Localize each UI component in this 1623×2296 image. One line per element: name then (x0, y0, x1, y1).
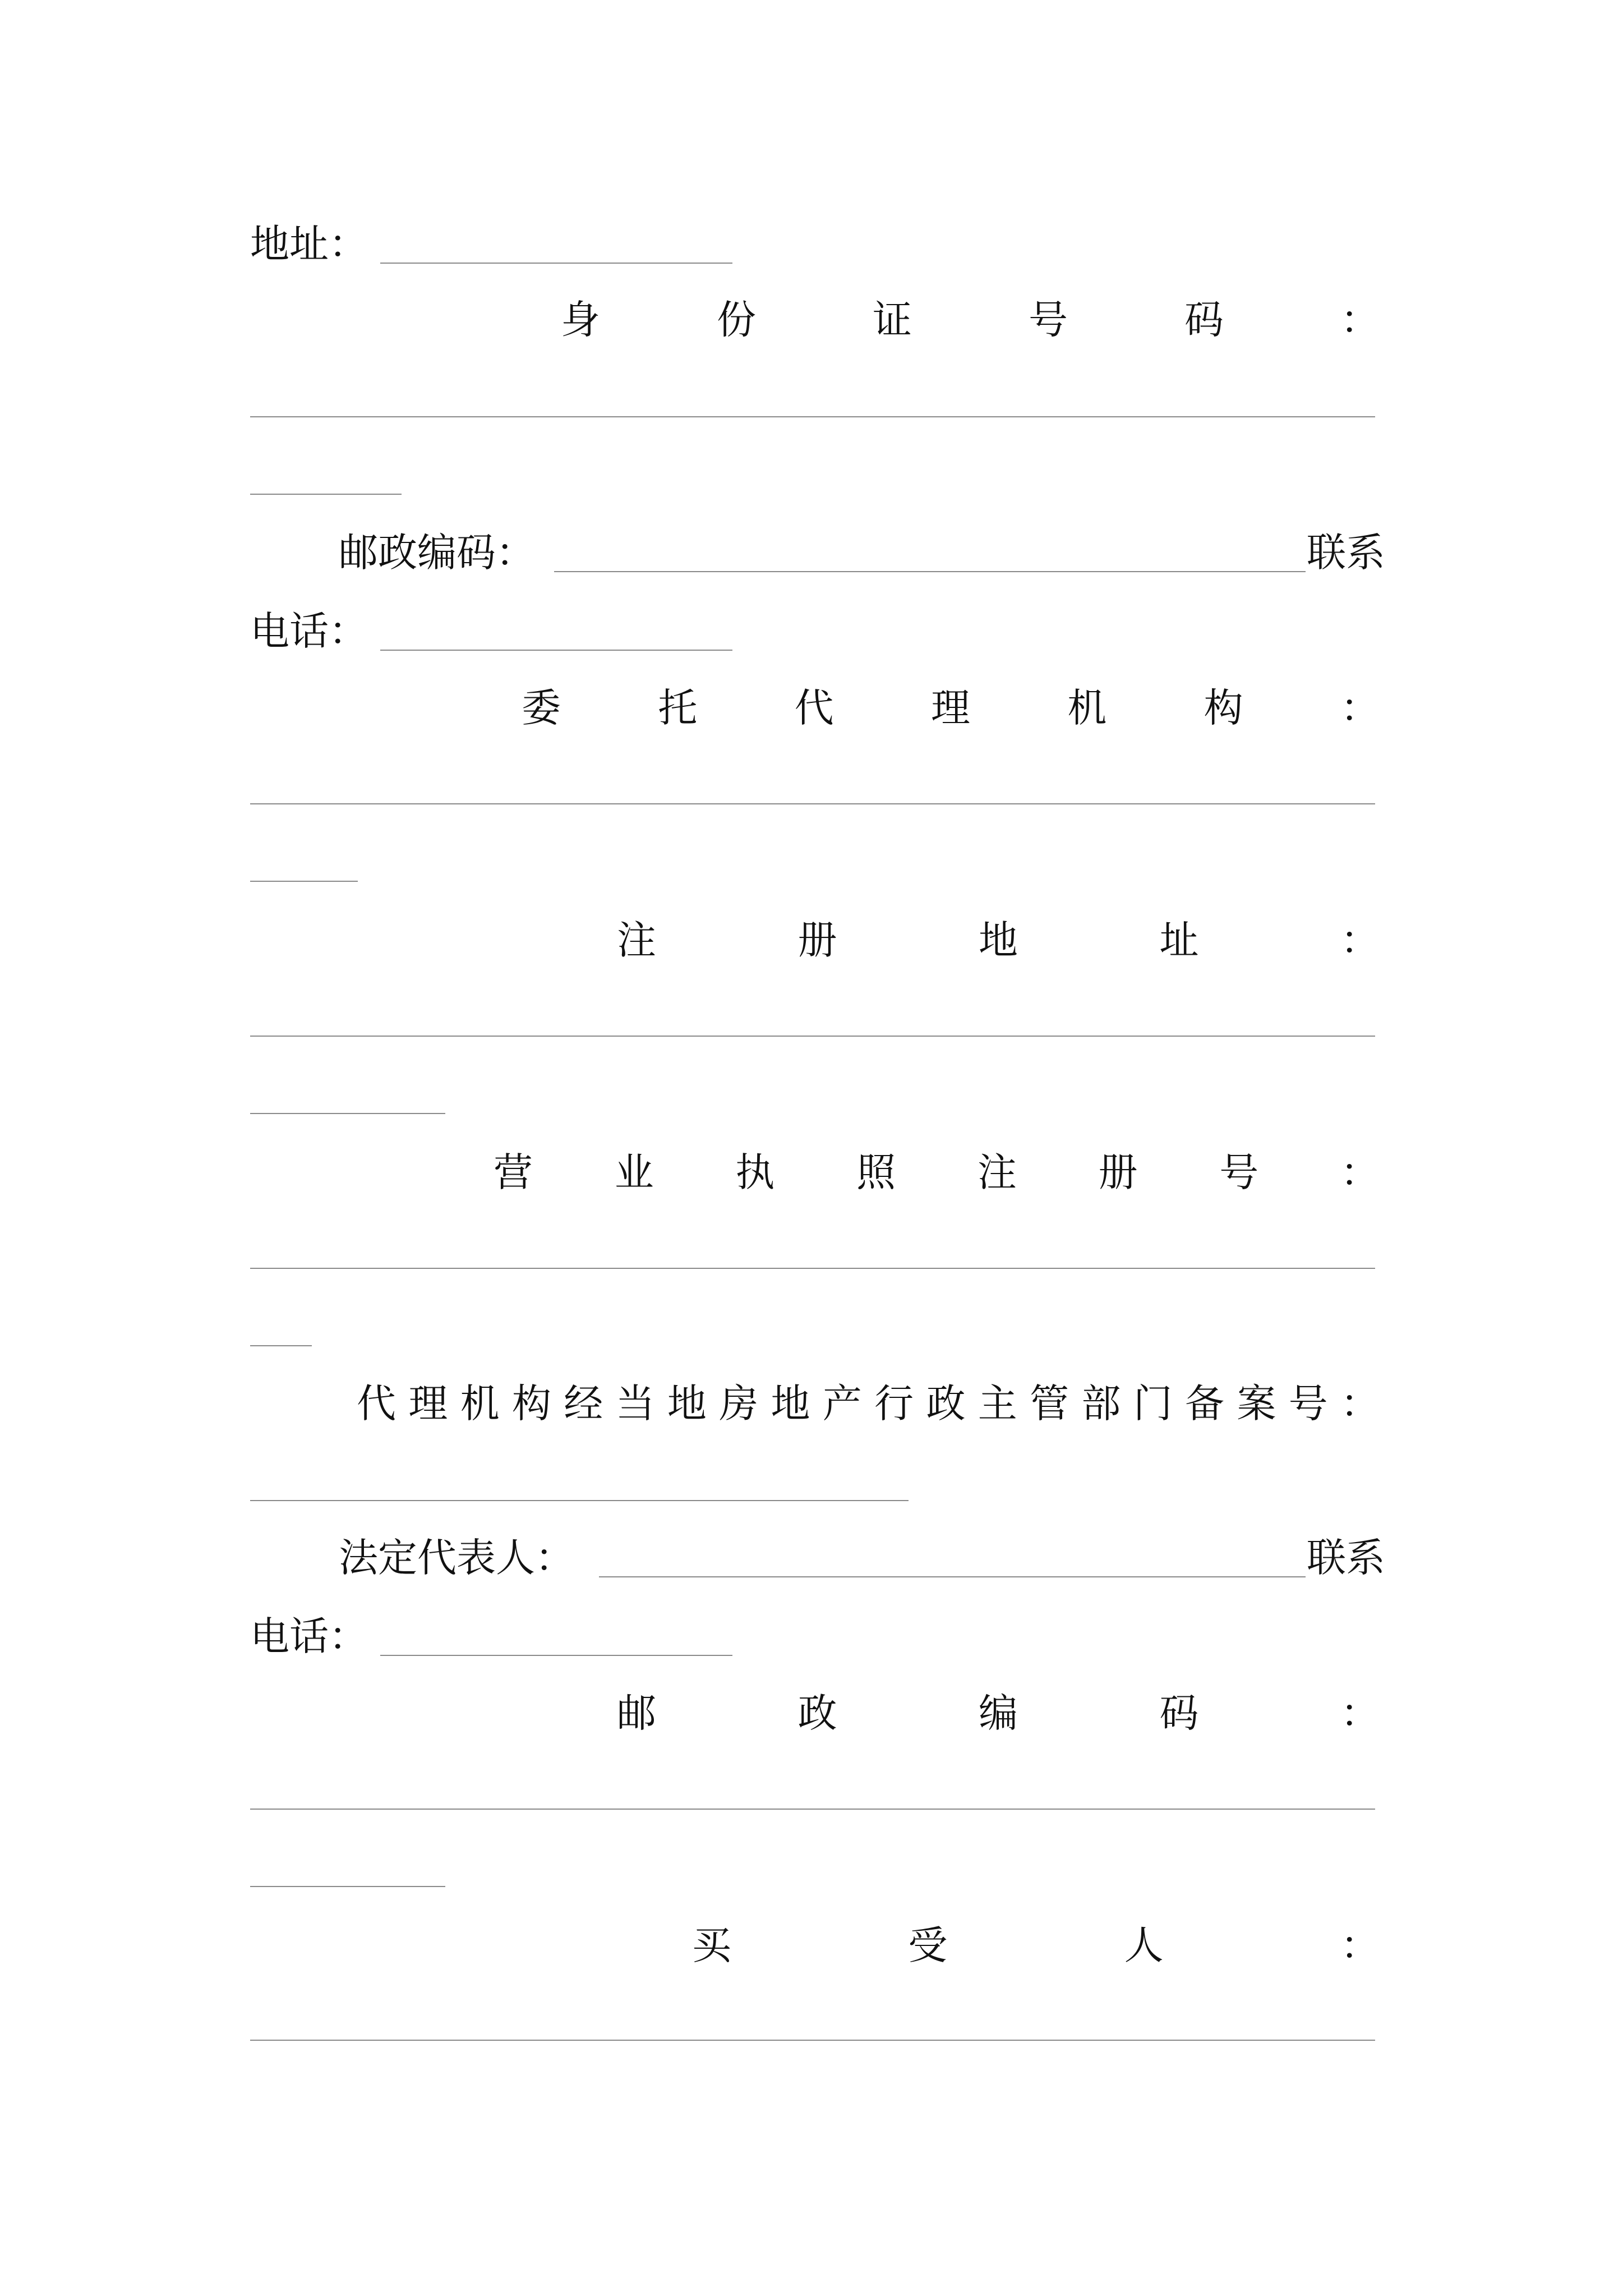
label-char: 册 (1098, 1149, 1138, 1195)
label-char: 代 (794, 685, 834, 731)
label-char: 政 (926, 1381, 966, 1427)
label-char: 托 (658, 685, 698, 731)
contact-phone-blank-2[interactable] (380, 1655, 732, 1656)
label-char: ： (1340, 297, 1380, 343)
label-char: 行 (874, 1381, 914, 1427)
label-char: 部 (1081, 1381, 1121, 1427)
license-no-blank-line1[interactable] (250, 1268, 1375, 1269)
label-char: 受 (908, 1922, 948, 1968)
label-char: 备 (1185, 1381, 1224, 1427)
label-char: ： (1340, 917, 1380, 963)
label-char: 照 (856, 1149, 896, 1195)
label-char: 号 (1219, 1149, 1259, 1195)
label-char: 门 (1133, 1381, 1173, 1427)
label-char: 身 (561, 297, 600, 343)
label-char: 码 (1184, 297, 1224, 343)
legal-rep-blank[interactable] (599, 1576, 1306, 1577)
contact-phone-label-2: 电话： (250, 1613, 368, 1659)
postal-code-label-2 (617, 1691, 1380, 1736)
label-char: 案 (1237, 1381, 1276, 1427)
label-char: 理 (930, 685, 970, 731)
label-char: 编 (979, 1690, 1018, 1736)
postal-code-2-blank-line1[interactable] (250, 1809, 1375, 1810)
registered-address-label (617, 918, 1380, 963)
registered-address-blank-line1[interactable] (250, 1036, 1375, 1037)
contact-phone-prefix-2: 联系 (1307, 1535, 1385, 1581)
label-char: 理 (408, 1381, 448, 1427)
label-char: 地 (667, 1381, 707, 1427)
agency-blank-line1[interactable] (250, 803, 1375, 804)
address-blank[interactable] (380, 263, 732, 264)
label-char: ： (1340, 1381, 1380, 1427)
contact-phone-blank[interactable] (380, 650, 732, 651)
label-char: 政 (797, 1690, 837, 1736)
label-char: 买 (692, 1922, 731, 1968)
buyer-blank[interactable] (250, 2040, 1375, 2041)
label-char: 委 (522, 685, 561, 731)
label-char: 码 (1159, 1690, 1199, 1736)
label-char: 主 (978, 1381, 1017, 1427)
label-char: 证 (873, 297, 912, 343)
label-char: 构 (1204, 685, 1243, 731)
label-char: ： (1340, 1149, 1380, 1195)
license-no-blank-line2[interactable] (250, 1345, 312, 1346)
label-char: 注 (617, 917, 656, 963)
label-char: ： (1340, 1922, 1380, 1968)
filing-no-label (357, 1381, 1380, 1426)
label-char: 经 (564, 1381, 603, 1427)
label-char: 邮 (617, 1690, 656, 1736)
label-char: 号 (1288, 1381, 1328, 1427)
registered-address-blank-line2[interactable] (250, 1113, 445, 1114)
label-char: ： (1340, 1690, 1380, 1736)
label-char: 册 (797, 917, 837, 963)
label-char: 产 (822, 1381, 862, 1427)
filing-no-blank[interactable] (250, 1500, 909, 1501)
label-char: 构 (511, 1381, 551, 1427)
agency-blank-line2[interactable] (250, 881, 358, 882)
postal-code-2-blank-line2[interactable] (250, 1886, 445, 1887)
label-char: 执 (735, 1149, 775, 1195)
id-number-blank-line2[interactable] (250, 494, 402, 495)
id-number-label (561, 297, 1380, 342)
label-char: 房 (719, 1381, 759, 1427)
buyer-label (692, 1923, 1380, 1968)
id-number-blank-line1[interactable] (250, 416, 1375, 417)
address-label: 地址： (250, 221, 368, 267)
label-char: 址 (1159, 917, 1199, 963)
license-no-label (494, 1150, 1380, 1195)
postal-code-label: 邮政编码： (339, 530, 535, 576)
contact-phone-prefix: 联系 (1307, 530, 1385, 576)
label-char: 地 (771, 1381, 810, 1427)
label-char: ： (1340, 685, 1380, 731)
label-char: 注 (977, 1149, 1017, 1195)
label-char: 份 (717, 297, 756, 343)
label-char: 当 (615, 1381, 655, 1427)
legal-rep-label: 法定代表人： (339, 1535, 574, 1581)
label-char: 管 (1030, 1381, 1069, 1427)
label-char: 机 (1067, 685, 1107, 731)
label-char: 代 (357, 1381, 396, 1427)
label-char: 人 (1124, 1922, 1164, 1968)
label-char: 号 (1029, 297, 1068, 343)
agency-label (522, 685, 1380, 730)
label-char: 营 (494, 1149, 533, 1195)
label-char: 业 (614, 1149, 654, 1195)
postal-code-blank[interactable] (554, 571, 1306, 572)
label-char: 机 (460, 1381, 500, 1427)
label-char: 地 (979, 917, 1018, 963)
contact-phone-label: 电话： (250, 608, 368, 654)
